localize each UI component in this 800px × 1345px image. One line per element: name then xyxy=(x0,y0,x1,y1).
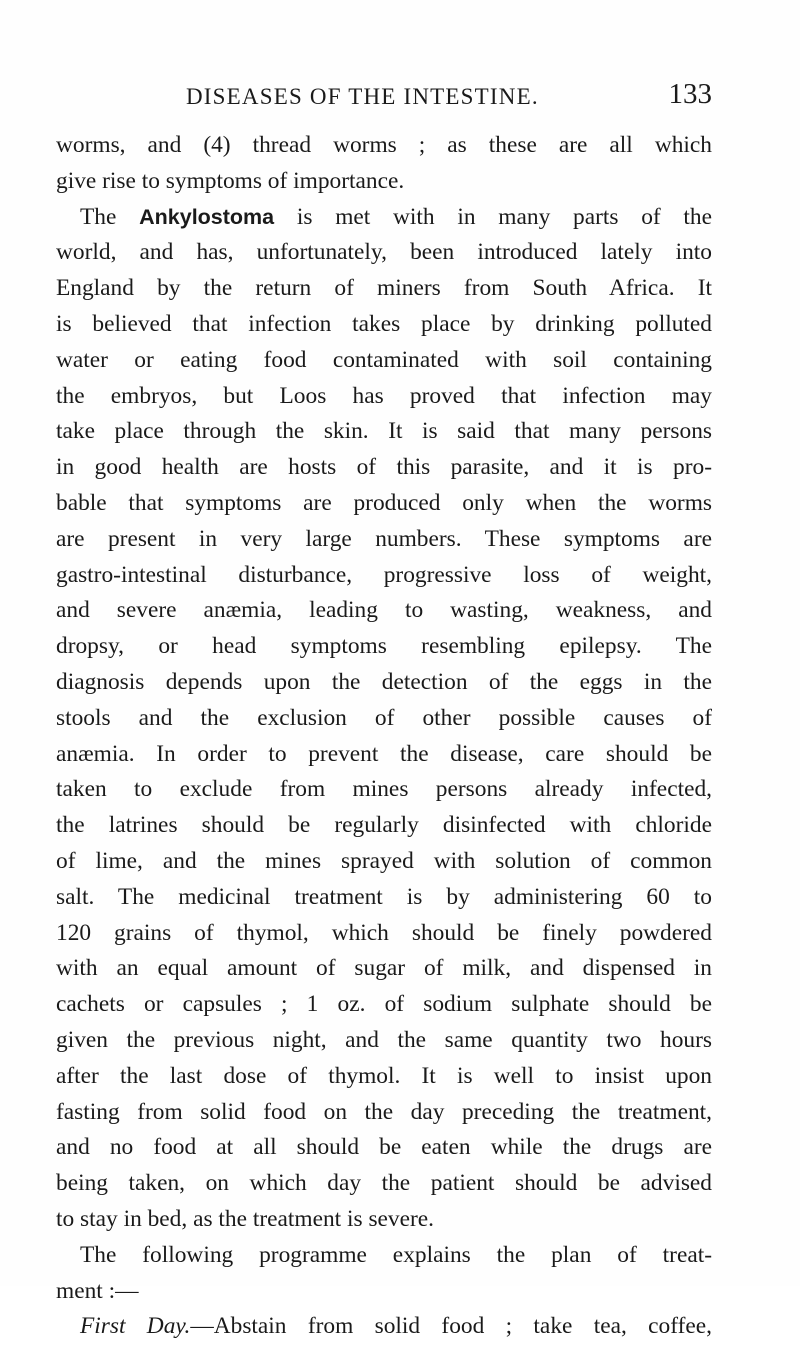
text-line: are present in very large numbers. These symptoms are xyxy=(56,525,712,552)
page-number: 133 xyxy=(668,78,712,110)
body-text xyxy=(56,128,712,1345)
text-line: the embryos, but Loos has proved that infection may xyxy=(56,382,712,409)
text-line: after the last dose of thymol. It is well to insist upon xyxy=(56,1062,712,1089)
text-line: anæmia. In order to prevent the disease, care should be xyxy=(56,740,712,767)
text-line: in good health are hosts of this parasite, and it is pro- xyxy=(56,454,712,481)
text-line: take place through the skin. It is said that many persons xyxy=(56,418,712,445)
text-line: worms, and (4) thread worms ; as these are all which xyxy=(56,132,712,158)
text-line: diagnosis depends upon the detection of the eggs in the xyxy=(56,668,712,695)
text-line: give rise to symptoms of importance. xyxy=(56,167,405,194)
line-rest: is met with in many parts of the xyxy=(296,203,712,230)
term-ankylostoma: Ankylostoma xyxy=(139,204,275,229)
text-line: and no food at all should be eaten while the drugs are xyxy=(56,1134,712,1161)
text-line: with an equal amount of sugar of milk, and dispensed in xyxy=(56,955,712,982)
text-line: of lime, and the mines sprayed with solution of common xyxy=(56,847,712,874)
text-line: being taken, on which day the patient should be advised xyxy=(56,1170,712,1197)
text-line: salt. The medicinal treatment is by administering 60 to xyxy=(56,883,712,910)
text-line: cachets or capsules ; 1 oz. of sodium sulphate should be xyxy=(56,991,712,1018)
text-line: to stay in bed, as the treatment is severe. xyxy=(56,1205,435,1232)
text-line: 120 grains of thymol, which should be finely powdered xyxy=(56,919,712,946)
text-line: is believed that infection takes place by drinking polluted xyxy=(56,310,712,337)
text-line: fasting from solid food on the day preceding the treatment, xyxy=(56,1098,712,1125)
text-line: given the previous night, and the same quantity two hours xyxy=(56,1026,712,1053)
text-line: ment :— xyxy=(56,1277,139,1304)
text-line: taken to exclude from mines persons already infected, xyxy=(56,776,712,803)
line-rest: —Abstain from solid food ; take tea, coffee, xyxy=(190,1313,712,1340)
text-line: dropsy, or head symptoms resembling epilepsy. The xyxy=(56,633,712,660)
first-day-label: First Day. xyxy=(80,1313,191,1340)
text-line: and severe anæmia, leading to wasting, weakness, and xyxy=(56,597,712,624)
text-line: bable that symptoms are produced only when the worms xyxy=(56,489,712,516)
text-line: The following programme explains the plan of treat- xyxy=(80,1241,712,1268)
line-lead: The xyxy=(80,203,117,230)
text-line: gastro-intestinal disturbance, progressive loss of weight, xyxy=(56,561,712,588)
text-line: water or eating food contaminated with soil containing xyxy=(56,346,712,373)
text-line: stools and the exclusion of other possible causes of xyxy=(56,704,712,731)
running-title: DISEASES OF THE INTESTINE. xyxy=(186,84,539,109)
text-line xyxy=(56,1309,712,1345)
text-line: the latrines should be regularly disinfected with chloride xyxy=(56,812,712,839)
running-head xyxy=(56,78,712,118)
text-line: England by the return of miners from South Africa. It xyxy=(56,275,712,302)
text-line xyxy=(56,200,712,236)
text-line: world, and has, unfortunately, been introduced lately into xyxy=(56,239,712,266)
